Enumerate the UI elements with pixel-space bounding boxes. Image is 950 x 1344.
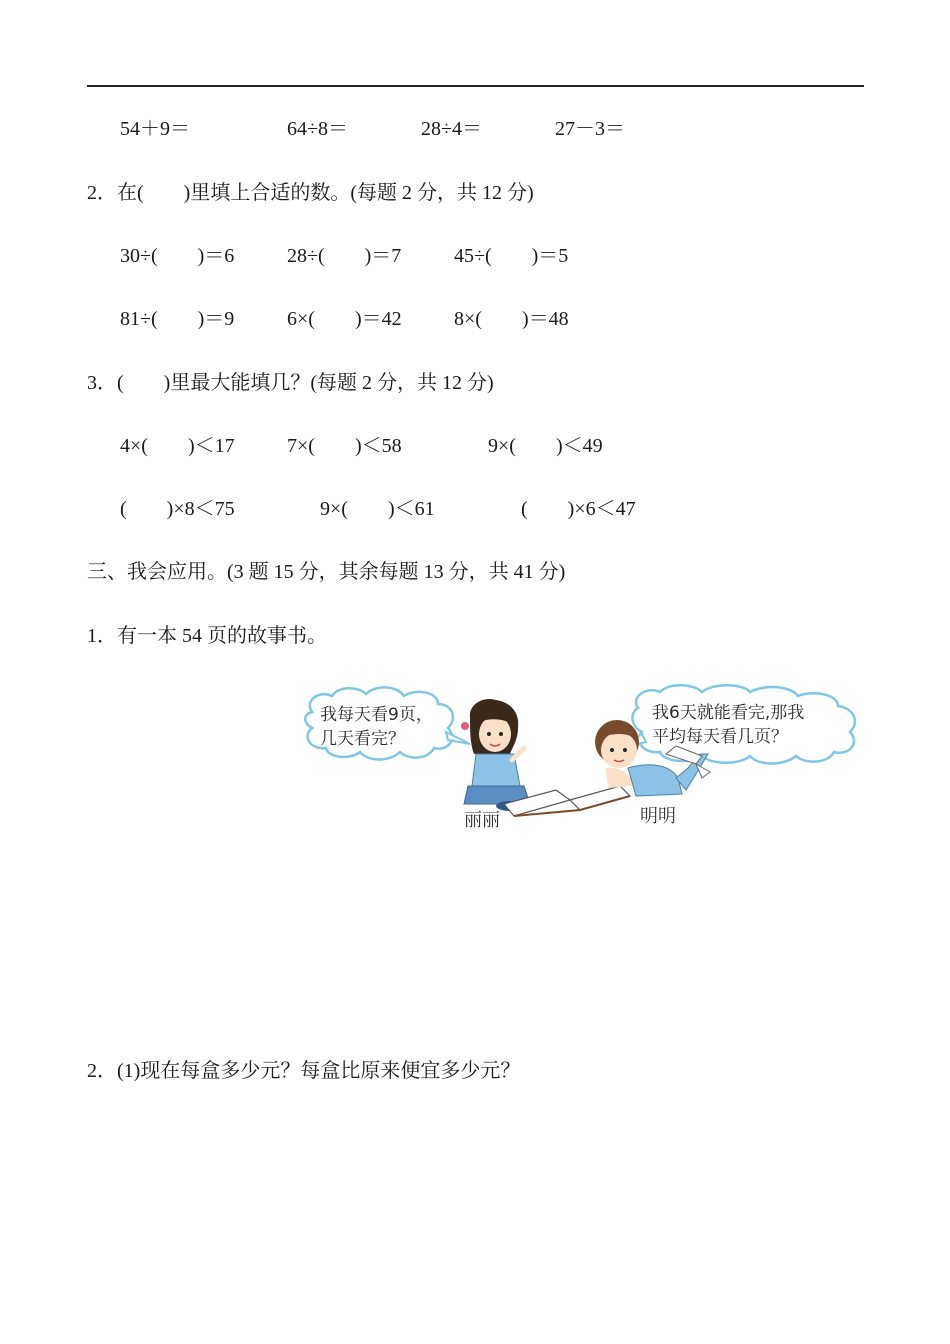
mingming-speech-bubble (620, 685, 855, 763)
mingming-name: 明明 (640, 806, 676, 827)
q2-item: 30÷( )＝6 (120, 245, 235, 267)
q3-item: 7×( )＜58 (287, 435, 402, 457)
q2-item: 6×( )＝42 (287, 308, 402, 330)
top-rule (87, 85, 864, 87)
q3-item: ( )×6＜47 (521, 498, 636, 520)
story-illustration (298, 682, 868, 832)
lili-speech-bubble (305, 687, 470, 759)
lili-figure (461, 699, 530, 811)
q2-item: 8×( )＝48 (454, 308, 569, 330)
section3-q1: 1．有一本 54 页的故事书。 (87, 625, 327, 647)
q2-heading: 2．在( )里填上合适的数。(每题 2 分，共 12 分) (87, 182, 534, 204)
q3-heading: 3．( )里最大能填几？(每题 2 分，共 12 分) (87, 372, 494, 394)
q2-item: 28÷( )＝7 (287, 245, 402, 267)
section3-q2: 2．(1)现在每盒多少元？每盒比原来便宜多少元？ (87, 1060, 521, 1082)
lili-bubble-line: 我每天看9页， (320, 705, 433, 725)
calc-item: 27－3＝ (555, 118, 625, 140)
lili-name: 丽丽 (464, 810, 500, 831)
calc-item: 28÷4＝ (421, 118, 482, 140)
calc-item: 54＋9＝ (120, 118, 190, 140)
q3-item: 4×( )＜17 (120, 435, 235, 457)
calc-item: 64÷8＝ (287, 118, 348, 140)
q2-item: 45÷( )＝5 (454, 245, 569, 267)
q3-item: 9×( )＜61 (320, 498, 435, 520)
q3-item: 9×( )＜49 (488, 435, 603, 457)
lili-bubble-line: 几天看完？ (320, 729, 405, 749)
q3-item: ( )×8＜75 (120, 498, 235, 520)
mingming-bubble-line: 平均每天看几页？ (652, 727, 788, 747)
q2-item: 81÷( )＝9 (120, 308, 235, 330)
mingming-bubble-line: 我6天就能看完,那我 (652, 703, 805, 723)
section3-heading: 三、我会应用。(3 题 15 分，其余每题 13 分，共 41 分) (87, 561, 566, 583)
